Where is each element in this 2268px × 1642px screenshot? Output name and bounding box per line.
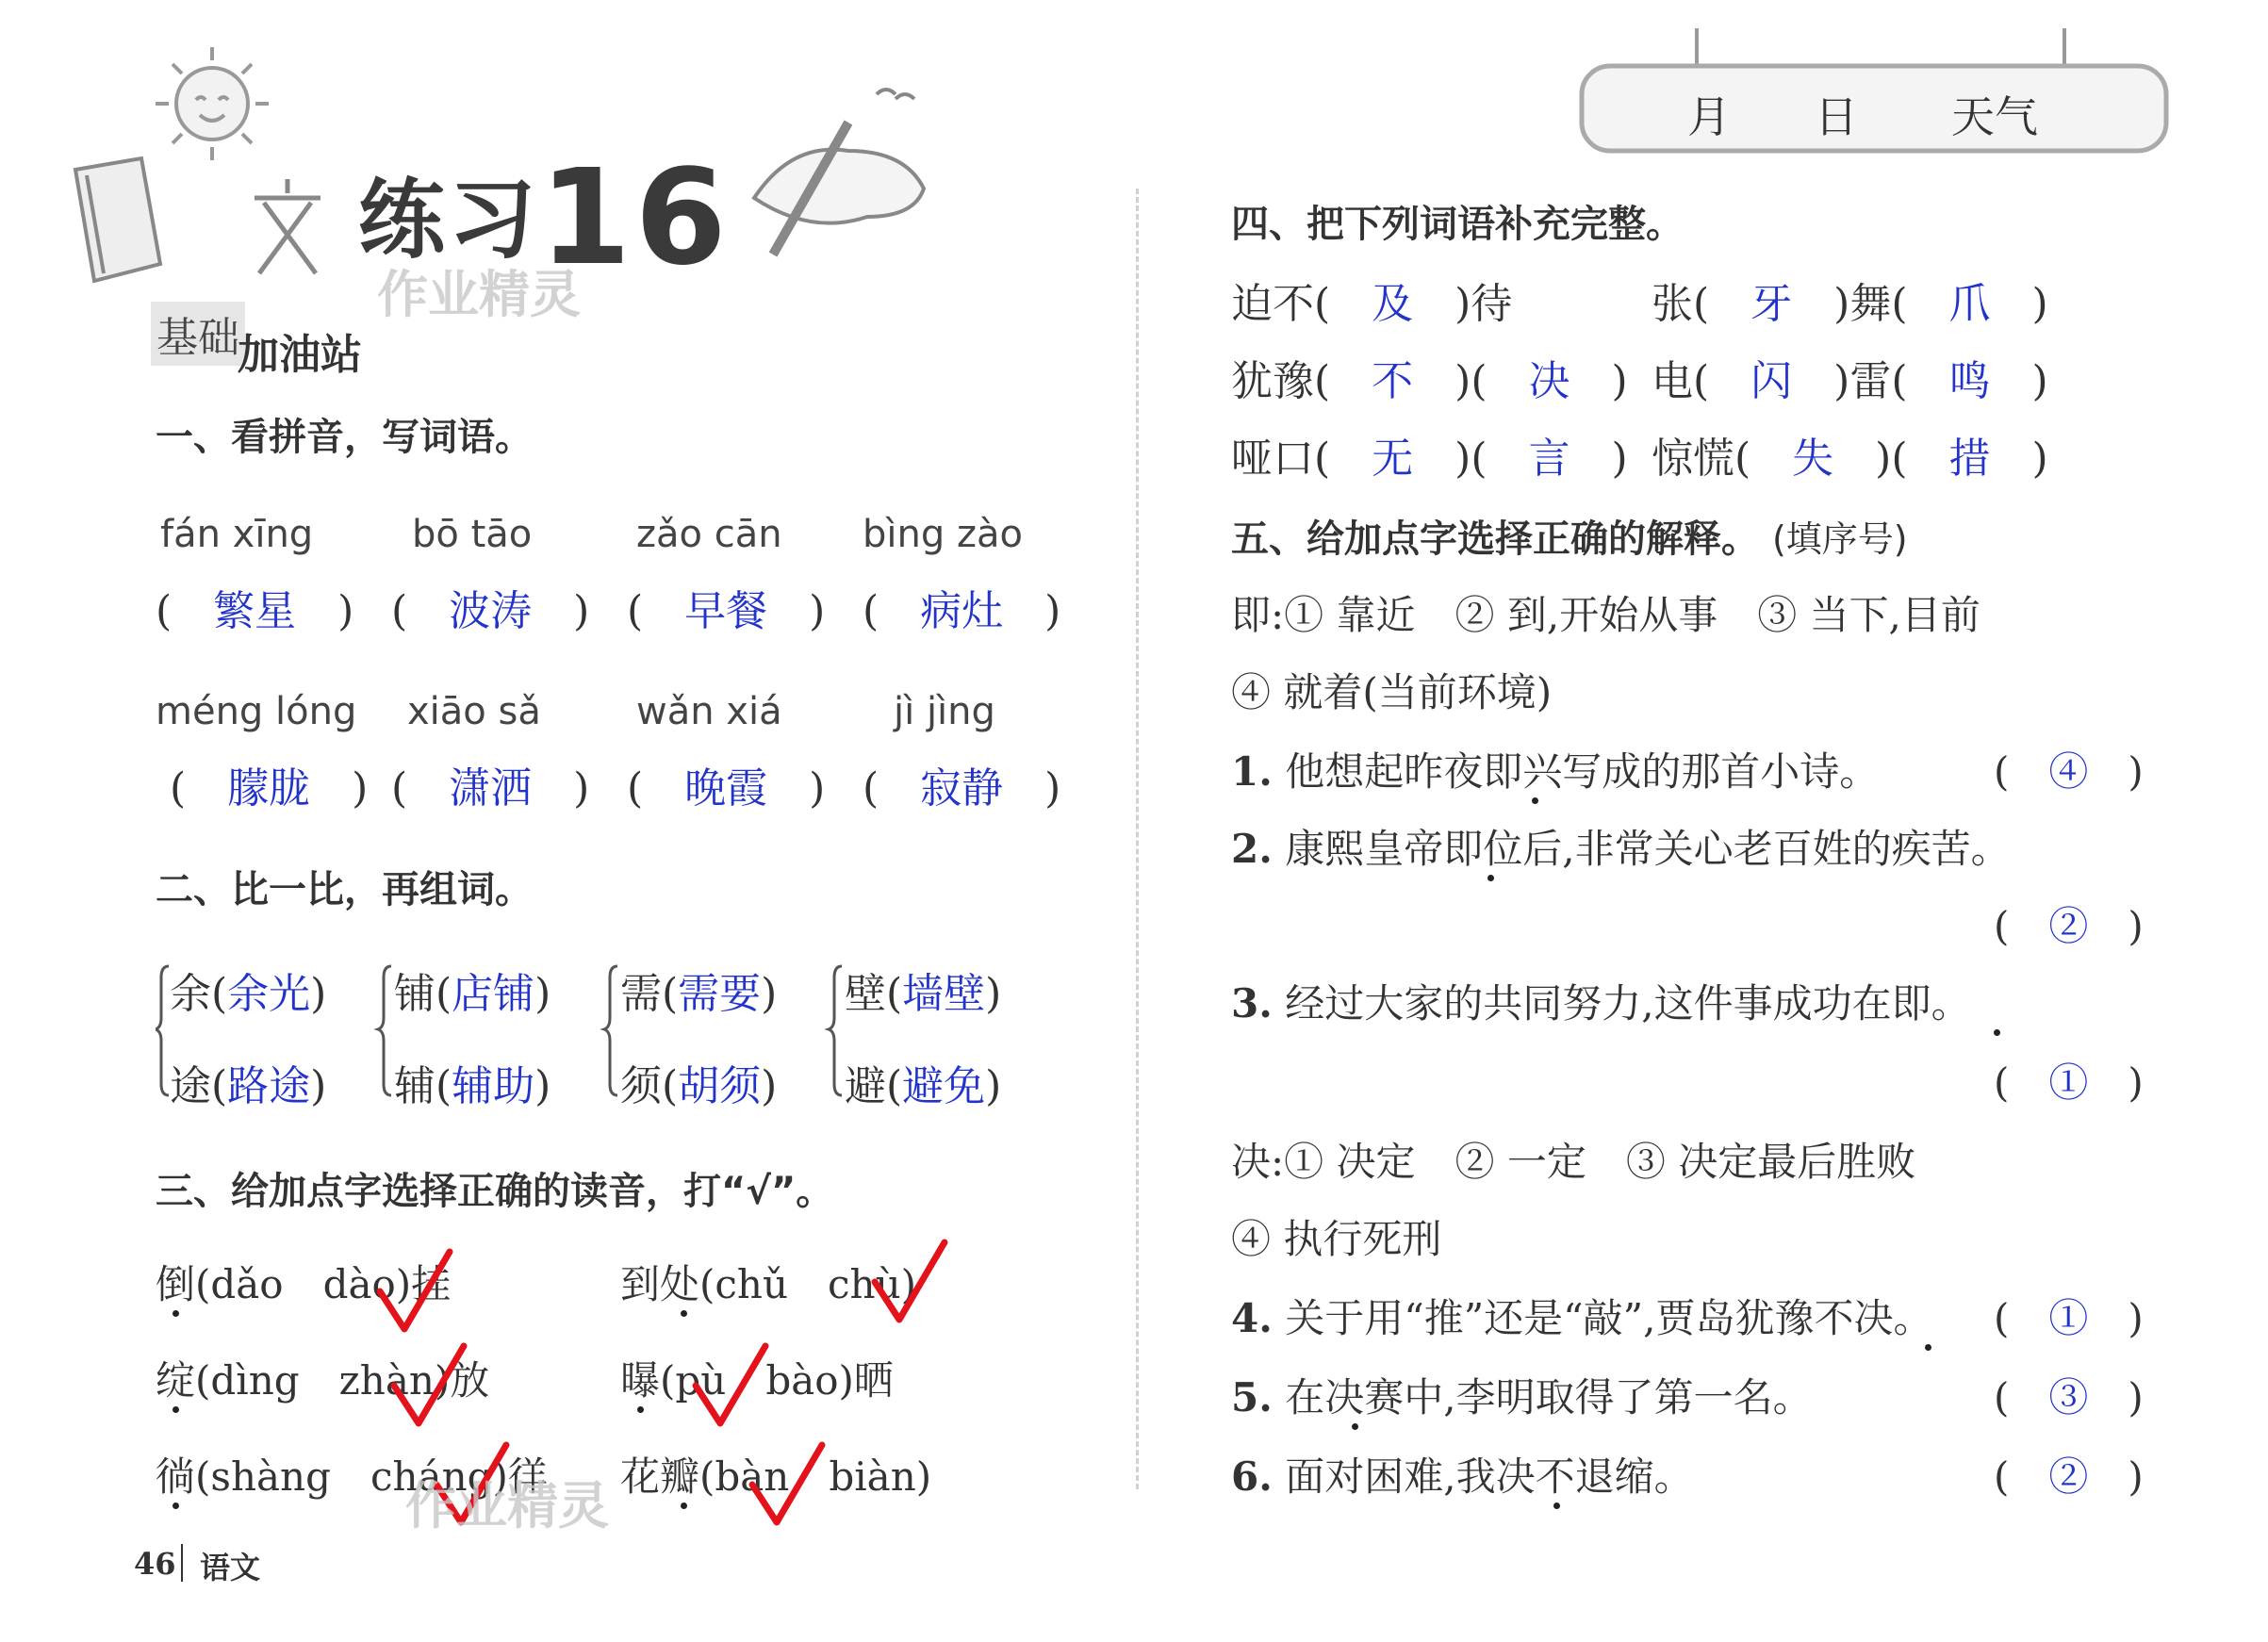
emphasis-dot — [1553, 1502, 1560, 1509]
idiom-text: )( — [1875, 435, 1908, 483]
answer-text: ② — [2048, 1453, 2089, 1500]
watermark: 作业精灵 — [377, 265, 581, 324]
pinyin: bō tāo — [412, 513, 533, 556]
weather-label: 天气 — [1951, 91, 2038, 142]
q5-heading — [1231, 509, 1908, 563]
sentence — [1231, 818, 2011, 875]
sentence-text: 他想起昨夜即兴写成的那首小诗。 — [1285, 748, 1880, 795]
date-bar-frame — [1574, 28, 2178, 160]
emphasis-dot — [1994, 1029, 2000, 1036]
idiom-text: 电( — [1652, 357, 1710, 405]
reading-choice: 徜(shàng cháng)徉 — [156, 1453, 548, 1500]
idiom-text: )( — [1454, 357, 1487, 405]
answer-text: 墙壁 — [902, 970, 986, 1018]
answer-text: 店铺 — [452, 970, 535, 1018]
answer-text: ① — [2048, 1059, 2089, 1106]
page-gutter — [1136, 189, 1139, 1489]
reading-choice: 曝(pù bào)晒 — [620, 1357, 894, 1404]
ji-definitions: 即:① 靠近 ② 到,开始从事 ③ 当下,目前 — [1231, 592, 1980, 638]
compare-char: 避 — [845, 1062, 886, 1110]
answer-box: ( ① ) — [1994, 1059, 2144, 1106]
answer-text: 波涛 — [449, 587, 533, 635]
sentence — [1231, 1446, 1694, 1502]
sentence-text: 面对困难,我决不退缩。 — [1285, 1453, 1694, 1500]
answer-box: ( ② ) — [1994, 903, 2144, 949]
idiom-fill — [1652, 424, 2048, 484]
q4-heading: 四、把下列词语补充完整。 — [1231, 203, 1684, 246]
emphasis-dot — [681, 1310, 687, 1317]
emphasis-dot — [173, 1310, 179, 1317]
reading-choice: 倒(dǎo dào)挂 — [156, 1261, 452, 1307]
answer-box: ( ② ) — [1994, 1453, 2144, 1500]
answer-box: ( ④ ) — [1994, 748, 2144, 795]
watermark: 作业精灵 — [405, 1476, 609, 1535]
answer-text: 言 — [1528, 435, 1570, 483]
answer-box: ( 朦胧 ) — [170, 764, 369, 813]
answer-box: ( 寂静 ) — [863, 764, 1061, 813]
sentence-text: 经过大家的共同努力,这件事成功在即。 — [1285, 980, 1971, 1026]
answer-text: 措 — [1948, 435, 1991, 483]
answer-text: 潇洒 — [449, 764, 533, 813]
date-day-label: 日 — [1815, 91, 1858, 142]
answer-text: 失 — [1792, 435, 1834, 483]
sentence-text: 康熙皇帝即位后,非常关心老百姓的疾苦。 — [1285, 826, 2011, 872]
idiom-text: )待 — [1454, 280, 1513, 328]
emphasis-dot — [1352, 1423, 1358, 1430]
subject-label: 语文 — [200, 1550, 261, 1585]
sentence-number: 3. — [1231, 980, 1273, 1026]
answer-text: 需要 — [678, 970, 762, 1018]
answer-box: ( 晚霞 ) — [627, 764, 826, 813]
answer-text: ④ — [2048, 748, 2089, 795]
pinyin: xiāo sǎ — [407, 690, 541, 733]
compare-item: 辅(辅助) — [394, 1062, 551, 1110]
sun-icon — [141, 38, 283, 170]
answer-text: 病灶 — [920, 587, 1004, 635]
emphasis-dot — [1487, 875, 1494, 881]
emphasis-dot — [1532, 797, 1538, 804]
compare-char: 需 — [620, 970, 662, 1018]
sentence — [1231, 741, 1879, 797]
answer-text: 避免 — [902, 1062, 986, 1110]
sentence-number: 6. — [1231, 1453, 1273, 1500]
sentence — [1231, 1288, 1932, 1344]
answer-text: ③ — [2048, 1374, 2089, 1420]
answer-text: ① — [2048, 1295, 2089, 1341]
sentence-number: 2. — [1231, 826, 1273, 872]
answer-text: 辅助 — [452, 1062, 535, 1110]
answer-text: 晚霞 — [684, 764, 768, 813]
check-mark-icon — [386, 1338, 471, 1433]
reading-choice: 花瓣(bàn biàn) — [620, 1453, 932, 1500]
idiom-text: 犹豫( — [1231, 357, 1331, 405]
idiom-fill — [1652, 270, 2048, 330]
answer-text: ② — [2048, 903, 2089, 949]
answer-text: 繁星 — [213, 587, 297, 635]
answer-text: 鸣 — [1948, 357, 1991, 405]
sentence — [1231, 1367, 1813, 1423]
idiom-text: ) — [1611, 357, 1628, 405]
answer-box: ( 波涛 ) — [391, 587, 590, 635]
answer-text: 朦胧 — [227, 764, 311, 813]
jue-definitions: 决:① 决定 ② 一定 ③ 决定最后胜败 — [1231, 1139, 1916, 1185]
idiom-fill — [1231, 424, 1628, 484]
compare-char: 壁 — [845, 970, 886, 1018]
pinyin: bìng zào — [863, 513, 1023, 556]
ji-definitions: ④ 就着(当前环境) — [1231, 669, 1553, 715]
idiom-text: ) — [2031, 280, 2048, 328]
emphasis-dot — [1925, 1344, 1931, 1351]
footer-divider — [181, 1544, 183, 1582]
idiom-text: 惊慌( — [1652, 435, 1751, 483]
answer-text: 闪 — [1750, 357, 1793, 405]
q5-heading-text: 五、给加点字选择正确的解释。 — [1231, 517, 1759, 561]
compare-char: 辅 — [394, 1062, 436, 1110]
reading-choice: 绽(dìng zhàn)放 — [156, 1357, 490, 1404]
pinyin: wǎn xiá — [636, 690, 782, 733]
answer-text: 不 — [1372, 357, 1414, 405]
compare-item: 需(需要) — [620, 970, 778, 1018]
pinyin: jì jìng — [894, 690, 995, 733]
q2-heading: 二、比一比，再组词。 — [156, 868, 533, 911]
answer-box: ( 病灶 ) — [863, 587, 1061, 635]
sentence — [1231, 973, 1971, 1029]
idiom-text: ) — [1611, 435, 1628, 483]
answer-text: 路途 — [227, 1062, 311, 1110]
book-icon — [66, 151, 170, 292]
exercise-title-prefix: 练习 — [358, 170, 540, 271]
idiom-text: 迫不( — [1231, 280, 1331, 328]
idiom-text: 哑口( — [1231, 435, 1331, 483]
idiom-text: )舞( — [1833, 280, 1908, 328]
section-label-big: 加油站 — [238, 331, 362, 379]
compare-char: 余 — [170, 970, 211, 1018]
answer-text: 余光 — [227, 970, 311, 1018]
compare-item: 途(路途) — [170, 1062, 327, 1110]
pinyin: fán xīng — [160, 513, 314, 556]
idiom-text: 张( — [1652, 280, 1710, 328]
culture-glyph-icon — [236, 170, 339, 283]
check-mark-icon — [372, 1244, 457, 1338]
idiom-text: )( — [1454, 435, 1487, 483]
answer-box: ( ① ) — [1994, 1295, 2144, 1341]
idiom-text: )雷( — [1833, 357, 1908, 405]
compare-item: 铺(店铺) — [394, 970, 551, 1018]
compare-item: 避(避免) — [845, 1062, 1002, 1110]
compare-item: 须(胡须) — [620, 1062, 778, 1110]
answer-text: 早餐 — [684, 587, 768, 635]
sentence-number: 5. — [1231, 1374, 1273, 1420]
idiom-fill — [1231, 270, 1512, 330]
answer-text: 牙 — [1750, 280, 1793, 328]
emphasis-dot — [637, 1406, 644, 1413]
answer-box: ( 繁星 ) — [156, 587, 354, 635]
answer-text: 爪 — [1948, 280, 1991, 328]
pinyin: zǎo cān — [636, 513, 782, 556]
jue-definitions: ④ 执行死刑 — [1231, 1216, 1442, 1262]
check-mark-icon — [867, 1235, 952, 1329]
answer-box: ( 早餐 ) — [627, 587, 826, 635]
pinyin: méng lóng — [156, 690, 357, 733]
answer-text: 及 — [1372, 280, 1414, 328]
sentence-number: 1. — [1231, 748, 1273, 795]
answer-box: ( 潇洒 ) — [391, 764, 590, 813]
answer-text: 寂静 — [920, 764, 1004, 813]
answer-text: 胡须 — [678, 1062, 762, 1110]
idiom-text: ) — [2031, 435, 2048, 483]
page-number: 46 — [134, 1546, 176, 1582]
sentence-number: 4. — [1231, 1295, 1273, 1341]
compare-item: 余(余光) — [170, 970, 327, 1018]
idiom-fill — [1231, 347, 1628, 407]
answer-text: 无 — [1372, 435, 1414, 483]
idiom-fill — [1652, 347, 2048, 407]
sentence-text: 在决赛中,李明取得了第一名。 — [1285, 1374, 1813, 1420]
idiom-text: ) — [2031, 357, 2048, 405]
brush-icon — [735, 75, 943, 273]
sentence-text: 关于用“推”还是“敲”,贾岛犹豫不决。 — [1285, 1295, 1933, 1341]
compare-char: 途 — [170, 1062, 211, 1110]
emphasis-dot — [173, 1406, 179, 1413]
date-month-label: 月 — [1687, 91, 1731, 142]
q3-heading: 三、给加点字选择正确的读音，打“√”。 — [156, 1170, 834, 1213]
compare-char: 须 — [620, 1062, 662, 1110]
answer-text: 决 — [1528, 357, 1570, 405]
reading-choice: 到处(chǔ chù) — [620, 1261, 917, 1307]
q1-heading: 一、看拼音，写词语。 — [156, 416, 533, 459]
emphasis-dot — [681, 1502, 687, 1509]
compare-item: 壁(墙壁) — [845, 970, 1002, 1018]
check-mark-icon — [745, 1437, 830, 1532]
section-label-small: 基础 — [151, 302, 245, 366]
q5-heading-note: (填序号) — [1771, 518, 1908, 560]
exercise-number: 16 — [539, 141, 731, 295]
answer-box: ( ③ ) — [1994, 1374, 2144, 1420]
compare-char: 铺 — [394, 970, 436, 1018]
check-mark-icon — [688, 1338, 773, 1433]
emphasis-dot — [173, 1502, 179, 1509]
